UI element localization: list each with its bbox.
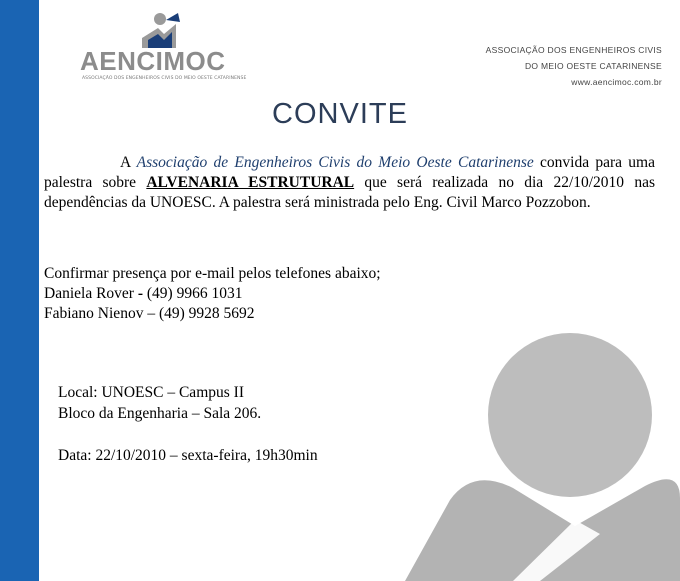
- contact1-separator: -: [137, 285, 143, 302]
- person-silhouette-graphic: [395, 310, 680, 581]
- page-title: CONVITE: [272, 98, 408, 130]
- header-line-1: ASSOCIAÇÃO DOS ENGENHEIROS CIVIS: [485, 45, 662, 55]
- logo-subtitle: ASSOCIAÇÃO DOS ENGENHEIROS CIVIS DO MEIO OESTE CATARINENSE: [82, 76, 247, 81]
- association-name: Associação de Engenheiros Civis do Meio Oeste Catarinense: [136, 154, 534, 171]
- contact1-name: Daniela Rover: [44, 285, 138, 302]
- header-line-2: DO MEIO OESTE CATARINENSE: [524, 61, 662, 71]
- left-blue-bar: [0, 0, 39, 581]
- lecture-topic: ALVENARIA ESTRUTURAL: [146, 174, 355, 191]
- silhouette-head: [488, 333, 652, 497]
- logo-mark-icon: [80, 12, 245, 48]
- contact-daniela: [44, 284, 381, 304]
- event-room: Bloco da Engenharia – Sala 206.: [58, 405, 262, 422]
- contact-fabiano: Fabiano Nienov – (49) 9928 5692: [44, 305, 255, 322]
- contact1-phone: (49) 9966 1031: [143, 285, 243, 302]
- confirmation-section: [44, 264, 381, 324]
- organization-header: [486, 42, 662, 90]
- body-lead: A: [120, 154, 137, 171]
- logo-wordmark: AENCIMOC: [80, 46, 226, 76]
- event-date: Data: 22/10/2010 – sexta-feira, 19h30min: [58, 447, 318, 464]
- body-middle: convida para uma palestra sobre: [44, 154, 655, 191]
- event-location: Local: UNOESC – Campus II: [58, 384, 244, 401]
- header-website: www.aencimoc.com.br: [571, 77, 662, 87]
- body-rest: que será realizada no dia 22/10/2010 nas dependências da UNOESC. A palestra será ministrada pelo Eng. Civil Marco Pozzobon.: [44, 174, 655, 211]
- event-details: [58, 382, 318, 466]
- aencimoc-logo: [80, 12, 245, 84]
- invitation-paragraph: [44, 153, 655, 213]
- confirm-intro: Confirmar presença por e-mail pelos telefones abaixo;: [44, 265, 381, 282]
